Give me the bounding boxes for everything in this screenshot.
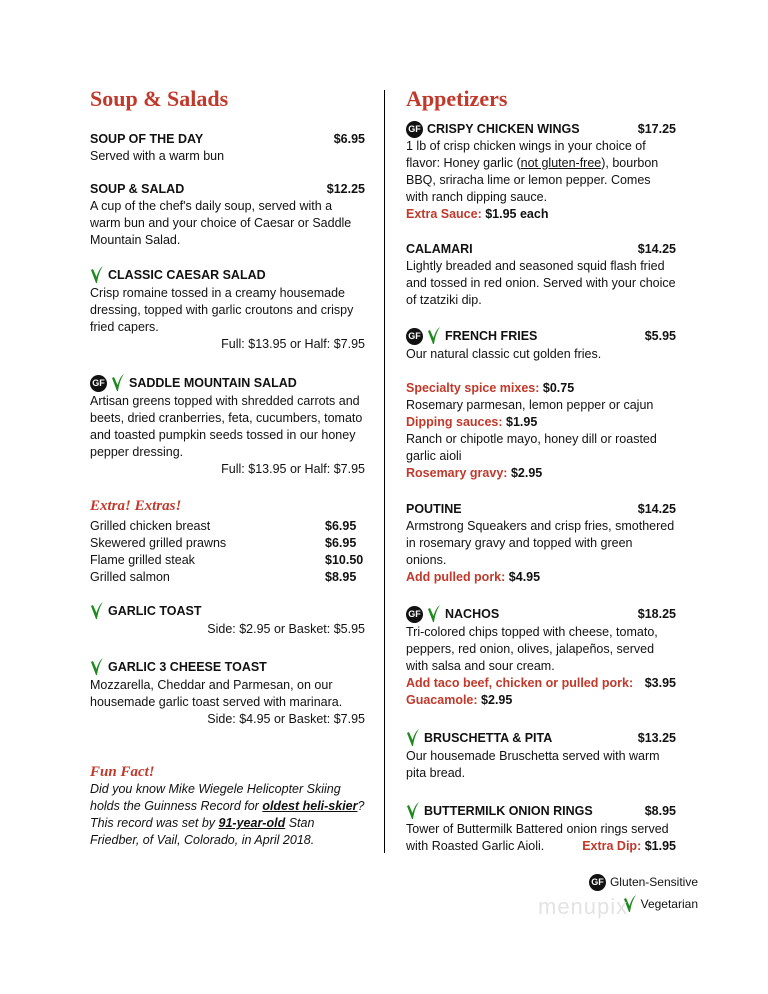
item-price: $5.95	[644, 328, 676, 343]
item-name: SADDLE MOUNTAIN SALAD	[129, 375, 297, 390]
addon-label: Add pulled pork:	[406, 570, 506, 584]
legend-gluten-sensitive	[589, 874, 698, 891]
menu-item-garlic-cheese-toast	[90, 657, 365, 728]
gluten-free-icon: GF	[90, 375, 107, 392]
item-name: NACHOS	[445, 606, 500, 621]
item-price-line: Full: $13.95 or Half: $7.95	[221, 337, 365, 351]
gluten-free-icon: GF	[589, 874, 606, 891]
item-price-line: Full: $13.95 or Half: $7.95	[221, 462, 365, 476]
item-desc: Tri-colored chips topped with cheese, tomato, peppers, red onion, olives, jalapeños, served with salsa and sour cream.	[406, 625, 658, 673]
fun-fact	[90, 764, 380, 849]
vegetarian-icon	[406, 728, 420, 748]
addon-label: Rosemary gravy:	[406, 466, 508, 480]
addon-label: Dipping sauces:	[406, 415, 503, 429]
addon-price: $2.95	[510, 466, 543, 480]
menu-item-onion-rings	[406, 801, 676, 855]
fun-fact-text: ?	[357, 799, 365, 813]
extras-row	[90, 518, 365, 535]
legend-vegetarian	[623, 894, 698, 914]
extra-price: $6.95	[325, 536, 357, 550]
item-desc: Ranch or chipotle mayo, honey dill or roasted garlic aioli	[406, 432, 657, 463]
addon-label: Extra Dip:	[582, 839, 642, 853]
legend-label: Vegetarian	[640, 896, 698, 911]
item-price-line: Side: $4.95 or Basket: $7.95	[207, 712, 365, 726]
item-name: BUTTERMILK ONION RINGS	[424, 803, 593, 818]
vegetarian-icon	[406, 801, 420, 821]
item-price: $18.25	[637, 606, 676, 621]
item-name: POUTINE	[406, 502, 462, 516]
item-desc-line: BBQ, sriracha lime or lemon pepper. Comes	[406, 173, 651, 187]
soup-salads-title: Soup & Salads	[90, 86, 229, 111]
item-price: $14.25	[637, 502, 676, 516]
addon-label: Add taco beef, chicken or pulled pork:	[406, 676, 634, 690]
extra-name: Grilled chicken breast	[90, 519, 211, 533]
item-desc-line	[406, 838, 676, 855]
item-desc: Mozzarella, Cheddar and Parmesan, on our housemade garlic toast served with marinara.	[90, 678, 343, 709]
item-desc: Served with a warm bun	[90, 149, 225, 163]
item-name: CALAMARI	[406, 242, 473, 256]
item-price: $17.25	[637, 122, 676, 136]
item-price: $14.25	[637, 242, 676, 256]
extras-title: Extra! Extras!	[90, 498, 182, 514]
menu-item-garlic-toast	[90, 601, 365, 638]
item-name: CLASSIC CAESAR SALAD	[108, 267, 266, 282]
fun-fact-text: Stan	[285, 816, 315, 830]
item-price-line: Side: $2.95 or Basket: $5.95	[207, 622, 365, 636]
menu-item-calamari	[406, 241, 676, 309]
extras-row	[90, 535, 365, 552]
desc-text: ), bourbon	[601, 156, 659, 170]
item-addon	[406, 380, 676, 397]
menu-item-soup-salad	[90, 181, 365, 249]
item-desc-line	[406, 155, 676, 172]
menu-item-bruschetta	[406, 728, 676, 782]
item-desc: Artisan greens topped with shredded carrots and beets, dried cranberries, feta, cucumbers, tomato and toasted pumpkin seeds tossed in our honey pepper dressing.	[90, 394, 363, 459]
item-price: $8.95	[644, 803, 676, 818]
vegetarian-icon	[427, 326, 441, 346]
extra-price: $10.50	[325, 553, 364, 567]
extra-price: $8.95	[325, 570, 357, 584]
item-name: CRISPY CHICKEN WINGS	[427, 122, 580, 136]
fun-fact-title: Fun Fact!	[90, 764, 155, 780]
fun-fact-line: Did you know Mike Wiegele Helicopter Skiing	[90, 782, 341, 796]
item-name: GARLIC 3 CHEESE TOAST	[108, 659, 267, 674]
extra-name: Skewered grilled prawns	[90, 536, 227, 550]
column-divider	[384, 90, 385, 853]
menu-item-saddle-mountain-salad	[90, 373, 365, 478]
extras-list	[90, 518, 365, 586]
item-addon	[406, 465, 676, 482]
addon-label: Specialty spice mixes:	[406, 381, 540, 395]
menu-item-nachos	[406, 604, 676, 709]
item-name: SOUP & SALAD	[90, 182, 185, 196]
addon-label: Extra Sauce:	[406, 207, 482, 221]
addon-price: $0.75	[542, 381, 575, 395]
item-desc: Our housemade Bruschetta served with warm pita bread.	[406, 749, 660, 780]
item-addon	[406, 206, 676, 223]
menu-item-chicken-wings	[406, 121, 676, 223]
menu-item-poutine	[406, 501, 676, 586]
gluten-free-icon: GF	[406, 606, 423, 623]
item-name: FRENCH FRIES	[445, 328, 538, 343]
fun-fact-line	[90, 815, 380, 832]
item-name: BRUSCHETTA & PITA	[424, 730, 553, 745]
item-desc: Crisp romaine tossed in a creamy housemade dressing, topped with garlic croutons and crispy fried capers.	[90, 286, 354, 334]
gluten-free-icon: GF	[406, 328, 423, 345]
item-desc-line: with ranch dipping sauce.	[406, 190, 548, 204]
vegetarian-icon	[90, 657, 104, 677]
addon-price: $1.95 each	[485, 207, 549, 221]
desc-text: with Roasted Garlic Aioli.	[406, 839, 545, 853]
fun-fact-line	[90, 798, 380, 815]
item-addon	[406, 414, 676, 431]
appetizers-title: Appetizers	[406, 86, 508, 111]
addon-price: $4.95	[508, 570, 541, 584]
item-desc-line: Rosemary parmesan, lemon pepper or cajun	[406, 398, 654, 412]
extras-row	[90, 569, 365, 586]
gluten-free-icon: GF	[406, 121, 423, 138]
vegetarian-icon	[90, 265, 104, 285]
item-price: $6.95	[333, 132, 365, 146]
vegetarian-icon	[90, 601, 104, 621]
item-price: $13.25	[637, 730, 676, 745]
extra-price: $6.95	[325, 519, 357, 533]
addon-price: $2.95	[481, 693, 513, 707]
item-desc-line: Tower of Buttermilk Battered onion rings served	[406, 822, 669, 836]
legend-label: Gluten-Sensitive	[609, 875, 698, 889]
addon-label: Guacamole:	[406, 693, 478, 707]
vegetarian-icon	[427, 604, 441, 624]
gluten-warning: not gluten-free	[520, 156, 602, 170]
menu-item-caesar-salad	[90, 265, 365, 353]
addon-price: $1.95	[644, 839, 676, 853]
item-desc: Lightly breaded and seasoned squid flash fried and tossed in red onion. Served with your choice of tzatziki dip.	[406, 259, 676, 307]
item-addon	[406, 569, 676, 586]
fun-fact-text: This record was set by	[90, 816, 219, 830]
item-desc: A cup of the chef's daily soup, served with a warm bun and your choice of Caesar or Saddle Mountain Salad.	[90, 199, 352, 247]
fun-fact-highlight: 91-year-old	[218, 816, 286, 830]
vegetarian-icon	[111, 373, 125, 393]
item-desc: Armstrong Squeakers and crisp fries, smothered in rosemary gravy and topped with green onions.	[406, 519, 675, 567]
extras-row	[90, 552, 365, 569]
menu-item-french-fries	[406, 326, 676, 482]
item-price: $12.25	[326, 182, 365, 196]
item-desc: Our natural classic cut golden fries.	[406, 347, 602, 361]
watermark: menupix	[538, 894, 629, 919]
item-name: GARLIC TOAST	[108, 603, 202, 618]
item-desc-line: 1 lb of crisp chicken wings in your choice of	[406, 139, 646, 153]
item-addon	[406, 675, 676, 692]
addon-price: $3.95	[644, 676, 676, 690]
fun-fact-line: Friedber, of Vail, Colorado, in April 2018.	[90, 833, 315, 847]
desc-text: flavor: Honey garlic (	[406, 156, 521, 170]
item-addon	[406, 692, 676, 709]
item-name: SOUP OF THE DAY	[90, 132, 204, 146]
addon-price: $1.95	[506, 415, 538, 429]
extra-name: Flame grilled steak	[90, 553, 195, 567]
fun-fact-text: holds the Guinness Record for	[90, 799, 263, 813]
extra-name: Grilled salmon	[90, 570, 170, 584]
fun-fact-highlight: oldest heli-skier	[262, 799, 358, 813]
menu-item-soup-of-day	[90, 131, 365, 165]
